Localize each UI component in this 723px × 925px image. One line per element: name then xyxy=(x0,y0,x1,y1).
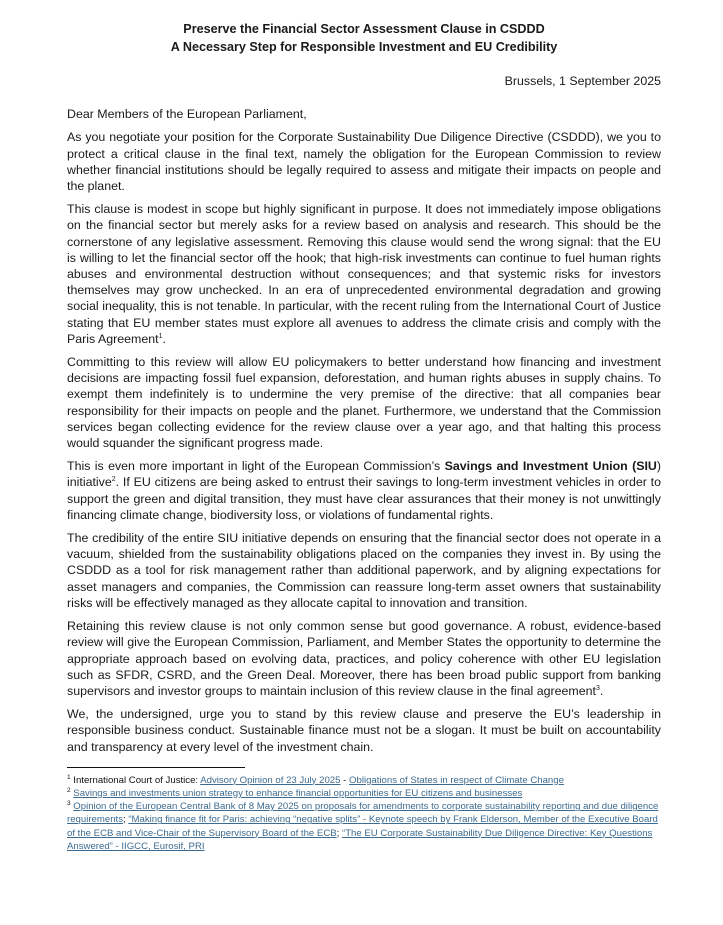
footnote-3-separator-2: ; xyxy=(336,827,342,839)
footnote-1-number: 1 xyxy=(67,773,71,781)
icj-advisory-opinion-link[interactable]: Advisory Opinion of 23 July 2025 xyxy=(200,774,341,786)
obligations-of-states-link[interactable]: Obligations of States in respect of Climate Change xyxy=(349,774,564,786)
footnote-separator xyxy=(67,767,245,768)
letter-date: Brussels, 1 September 2025 xyxy=(504,74,661,88)
paragraph-1: As you negotiate your position for the Corporate Sustainability Due Diligence Directive (CSDDD), we you to protect a critical clause in the final text, namely the obligation for the European Commission to review whether financial institutions should be legally required to assess and mitigate their impacts on people and the planet. xyxy=(67,130,661,194)
paragraph-2-end: . xyxy=(162,331,166,346)
paragraph-3: Committing to this review will allow EU policymakers to better understand how financing and investment decisions are impacting fossil fuel expansion, deforestation, and human rights abuses in supply chains. To exempt them indefinitely is to undermine the very premise of the directive: that all companies bear responsibility for their impacts on people and the planet. Furthermore, we understand that the Commission services began collecting evidence for the review clause over a year ago, and that halting this process would squander the significant progress made. xyxy=(67,355,661,451)
csddd-key-questions-link[interactable]: “The EU Corporate Sustainability Due Diligence Directive: Key Questions Answered” - IIGCC, Eurosif, PRI xyxy=(67,827,653,852)
paragraph-2-text: This clause is modest in scope but highly significant in purpose. It does not immediately impose obligations on the financial sector but merely asks for a review based on analysis and research. This should be the cornerstone of any legislative assessment. Removing this clause would send the wrong signal: that the EU is willing to let the financial sector off the hook; that high-risk investments can continue to fuel human rights abuses and environmental destruction without consequences; and that systemic risks for investors themselves may grow unchecked. In an era of unprecedented environmental degradation and growing social inequality, this is not tenable. In particular, with the recent ruling from the International Court of Justice stating that EU member states must explore all avenues to address the climate crisis and comply with the Paris Agreement xyxy=(67,202,661,346)
paragraph-4-end: . If EU citizens are being asked to entrust their savings to long-term investment vehicles in order to support the green and digital transition, they must have clear assurances that their money is not unwittingly financing climate change, biodiversity loss, or violations of fundamental rights. xyxy=(67,475,661,522)
footnote-1 xyxy=(67,774,661,787)
footnote-1-label: International Court of Justice: xyxy=(73,774,201,786)
paragraph-6-text: Retaining this review clause is not only common sense but good governance. A robust, evidence-based review will give the European Commission, Parliament, and Member States the opportunity to determine the appropriate approach based on evolving data, practices, and policy coherence with other EU legislation such as SFDR, CSRD, and the Green Deal. Moreover, there has been broad public support from banking supervisors and investor groups to maintain inclusion of this review clause in the final agreement xyxy=(67,619,661,698)
paragraph-6-end: . xyxy=(599,683,604,698)
ecb-opinion-link[interactable]: Opinion of the European Central Bank of 8 May 2025 on proposals for amendments to corporate sustainability reporting and due diligence requirements xyxy=(67,801,659,826)
siu-strategy-link[interactable]: Savings and investments union strategy to enhance financial opportunities for EU citizens and businesses xyxy=(73,787,523,799)
footnotes xyxy=(67,774,661,853)
footnote-ref-3[interactable]: 3 xyxy=(595,684,600,692)
footnote-3 xyxy=(67,800,661,853)
title-line-1: Preserve the Financial Sector Assessment Clause in CSDDD xyxy=(183,22,545,36)
footnote-ref-1[interactable]: 1 xyxy=(158,332,163,340)
siu-bold-term: Savings and Investment Union (SIU xyxy=(444,459,657,474)
elderson-speech-link[interactable]: “Making finance fit for Paris: achieving “negative splits” - Keynote speech by Frank Elderson, Member of the Executive Board of the ECB and Vice-Chair of the Supervisory Board of the ECB xyxy=(67,814,658,839)
footnote-3-separator-1: ; xyxy=(123,814,129,826)
footnote-3-number: 3 xyxy=(67,799,71,807)
paragraph-5: The credibility of the entire SIU initiative depends on ensuring that the financial sector does not operate in a vacuum, shielded from the sustainability obligations placed on the companies they invest in. By using the CSDDD as a tool for risk management rather than additional paperwork, and by aligning expectations for asset managers and companies, the Commission can reassure long-term asset owners that sustainability risks will be effectively managed as they allocate capital to innovation and transition. xyxy=(67,531,661,610)
paragraph-4-mid: ) initiative xyxy=(67,459,662,490)
paragraph-2 xyxy=(67,201,661,347)
footnote-2-number: 2 xyxy=(67,786,71,794)
footnote-1-separator: - xyxy=(340,774,350,786)
paragraph-4 xyxy=(67,458,661,523)
paragraph-6 xyxy=(67,618,661,699)
letter-page xyxy=(67,0,661,853)
letter-title xyxy=(67,20,661,56)
footnote-ref-2[interactable]: 2 xyxy=(111,476,116,484)
title-line-2: A Necessary Step for Responsible Investment and EU Credibility xyxy=(170,40,558,54)
footnote-2 xyxy=(67,787,661,800)
salutation: Dear Members of the European Parliament, xyxy=(67,107,307,122)
paragraph-4-start: This is even more important in light of the European Commission’s xyxy=(67,459,445,474)
paragraph-7: We, the undersigned, urge you to stand by this review clause and preserve the EU’s leadership in responsible business conduct. Sustainable finance must not be a slogan. It must be built on accountability and transparency at every level of the investment chain. xyxy=(67,707,661,754)
